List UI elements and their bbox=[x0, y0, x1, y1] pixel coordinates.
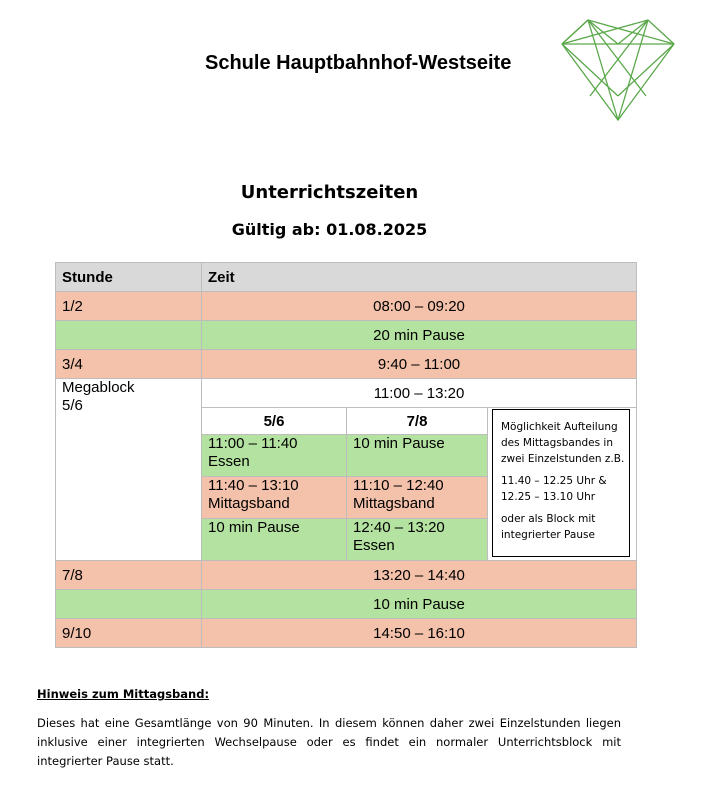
stunde-cell: 3/4 bbox=[56, 350, 202, 379]
table-header-row bbox=[56, 263, 637, 292]
stunde-cell bbox=[56, 321, 202, 350]
school-name: Schule Hauptbahnhof-Westseite bbox=[205, 52, 512, 74]
megablock-cell bbox=[347, 435, 488, 477]
table-row bbox=[56, 321, 637, 350]
table-row bbox=[56, 350, 637, 379]
table-row bbox=[56, 561, 637, 590]
cell-activity: Essen bbox=[353, 537, 395, 554]
stunde-cell bbox=[56, 590, 202, 619]
column-header-zeit: Zeit bbox=[202, 263, 637, 292]
cell-time: 11:10 – 12:40 bbox=[353, 477, 444, 494]
cell-time: 12:40 – 13:20 bbox=[353, 519, 445, 536]
zeit-cell: 20 min Pause bbox=[202, 321, 637, 350]
megablock-cell bbox=[202, 477, 347, 519]
cell-activity: Essen bbox=[208, 453, 250, 470]
cell-activity: Mittagsband bbox=[353, 495, 435, 512]
hint-title: Hinweis zum Mittagsband: bbox=[37, 687, 210, 701]
mittagsband-note-box bbox=[492, 409, 630, 557]
megablock-label-cell bbox=[56, 379, 202, 561]
column-header-stunde: Stunde bbox=[56, 263, 202, 292]
zeit-cell: 14:50 – 16:10 bbox=[202, 619, 637, 648]
megablock-cell bbox=[347, 519, 488, 561]
cell-time: 10 min Pause bbox=[208, 519, 300, 536]
valid-from-date: Gültig ab: 01.08.2025 bbox=[231, 220, 428, 239]
megablock-cell bbox=[347, 477, 488, 519]
table-row bbox=[56, 292, 637, 321]
cell-time: 11:00 – 11:40 bbox=[208, 435, 298, 452]
note-cell bbox=[488, 408, 637, 561]
table-row bbox=[56, 619, 637, 648]
zeit-cell: 10 min Pause bbox=[202, 590, 637, 619]
megablock-cell bbox=[202, 435, 347, 477]
stunde-cell: 1/2 bbox=[56, 292, 202, 321]
megablock-label: Megablock bbox=[62, 379, 135, 396]
zeit-cell: 9:40 – 11:00 bbox=[202, 350, 637, 379]
megablock-col-a-header: 5/6 bbox=[202, 408, 347, 435]
note-text: oder als Block mit integrierter Pause bbox=[501, 513, 596, 541]
table-row bbox=[56, 590, 637, 619]
megablock-cell bbox=[202, 519, 347, 561]
document-title: Unterrichtszeiten bbox=[240, 182, 419, 203]
megablock-sub-label: 5/6 bbox=[62, 397, 83, 414]
schedule-table bbox=[55, 262, 637, 648]
cell-time: 11:40 – 13:10 bbox=[208, 477, 299, 494]
stunde-cell: 9/10 bbox=[56, 619, 202, 648]
heart-geometric-logo-icon bbox=[558, 16, 678, 124]
cell-time: 10 min Pause bbox=[353, 435, 445, 452]
stunde-cell: 7/8 bbox=[56, 561, 202, 590]
note-text: 11.40 – 12.25 Uhr & bbox=[501, 475, 607, 487]
megablock-col-b-header: 7/8 bbox=[347, 408, 488, 435]
zeit-cell: 08:00 – 09:20 bbox=[202, 292, 637, 321]
hint-text: Dieses hat eine Gesamtlänge von 90 Minuten. In diesem können daher zwei Einzelstunden liegen inklusive einer integrierten Wechselpause oder es findet ein normaler Unterrichtsblock mit integrierter Pause statt. bbox=[37, 716, 621, 768]
zeit-cell: 13:20 – 14:40 bbox=[202, 561, 637, 590]
note-text: Möglichkeit Aufteilung des Mittagsbandes in zwei Einzelstunden z.B. bbox=[501, 421, 625, 465]
cell-activity: Mittagsband bbox=[208, 495, 290, 512]
megablock-time: 11:00 – 13:20 bbox=[202, 379, 637, 408]
note-text: 12.25 – 13.10 Uhr bbox=[501, 491, 596, 503]
megablock-row bbox=[56, 379, 637, 408]
